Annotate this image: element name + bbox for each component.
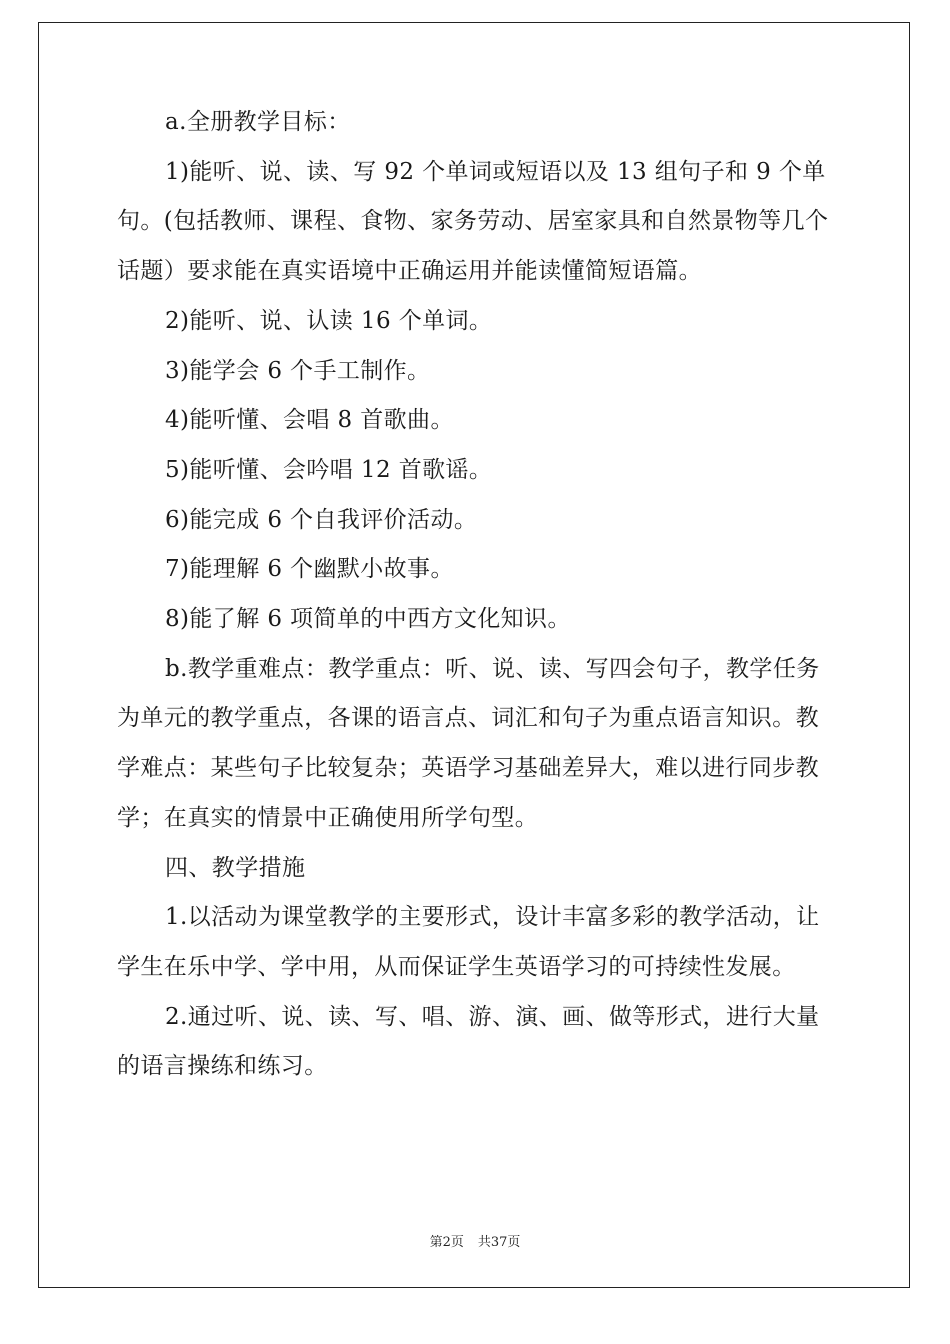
paragraph-goal-6: 6)能完成 6 个自我评价活动。: [165, 506, 478, 533]
paragraph-goal-5: 5)能听懂、会吟唱 12 首歌谣。: [165, 456, 493, 483]
paragraph-measure-2: 2.通过听、说、读、写、唱、游、演、画、做等形式，进行大量的语言操练和练习。: [117, 1003, 820, 1080]
paragraph-key-points: b.教学重难点：教学重点：听、说、读、写四会句子，教学任务为单元的教学重点，各课的语言点、词汇和句子为重点语言知识。教学难点：某些句子比较复杂；英语学习基础差异大，难以进行同步教学；在真实的情景中正确使用所学句型。: [117, 655, 820, 831]
page-total: 共37页: [477, 1235, 521, 1250]
paragraph-goal-2: 2)能听、说、认读 16 个单词。: [165, 307, 493, 334]
paragraph-goals-heading: a.全册教学目标：: [165, 109, 351, 135]
page-number: 第2页: [429, 1235, 464, 1250]
paragraph-goal-3: 3)能学会 6 个手工制作。: [165, 357, 431, 384]
paragraph-goal-1: 1)能听、说、读、写 92 个单词或短语以及 13 组句子和 9 个单句。(包括教师、课程、食物、家务劳动、居室家具和自然景物等几个话题）要求能在真实语境中正确运用并能读懂简短语篇。: [117, 158, 829, 285]
paragraph-goal-4: 4)能听懂、会唱 8 首歌曲。: [165, 407, 454, 434]
document-body: [117, 98, 839, 1092]
paragraph-measure-1: 1.以活动为课堂教学的主要形式，设计丰富多彩的教学活动，让学生在乐中学、学中用，从而保证学生英语学习的可持续性发展。: [117, 904, 820, 980]
page-footer: [0, 1231, 950, 1250]
paragraph-goal-8: 8)能了解 6 项简单的中西方文化知识。: [165, 606, 571, 633]
section-heading-measures: 四、教学措施: [165, 854, 306, 881]
paragraph-goal-7: 7)能理解 6 个幽默小故事。: [165, 556, 454, 583]
